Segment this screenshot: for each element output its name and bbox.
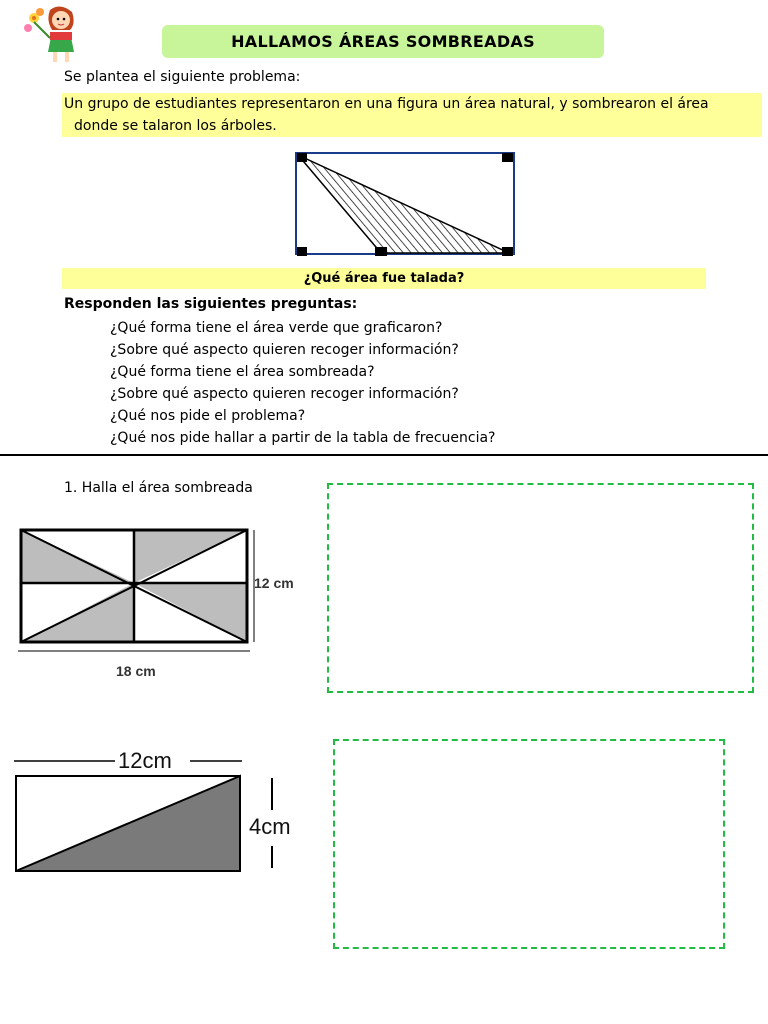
- list-item: ¿Qué forma tiene el área verde que graficaron?: [110, 320, 443, 336]
- list-item: ¿Qué nos pide el problema?: [110, 408, 306, 424]
- exercise-2-width-label: 12cm: [118, 748, 172, 773]
- list-item: ¿Qué nos pide hallar a partir de la tabla de frecuencia?: [110, 430, 496, 446]
- problem-statement: [62, 93, 762, 137]
- exercise-1-label: 1. Halla el área sombreada: [64, 480, 253, 496]
- list-item: ¿Qué forma tiene el área sombreada?: [110, 364, 375, 380]
- girl-mascot-icon: [20, 4, 84, 64]
- section-divider: [0, 454, 768, 456]
- problem-line-1: Un grupo de estudiantes representaron en una figura un área natural, y sombrearon el área: [64, 96, 709, 112]
- exercise-2-height-label: 4cm: [249, 814, 291, 839]
- exercise-1-width-label: 18 cm: [116, 663, 156, 679]
- question-list: [110, 317, 496, 449]
- answer-box-2[interactable]: [333, 739, 725, 949]
- exercise-1-height-label: 12 cm: [254, 575, 294, 591]
- list-item: ¿Sobre qué aspecto quieren recoger información?: [110, 342, 459, 358]
- problem-line-2: donde se talaron los árboles.: [74, 118, 277, 134]
- answer-box-1[interactable]: [327, 483, 754, 693]
- question-banner: ¿Qué área fue talada?: [62, 268, 706, 289]
- shaded-triangle-figure: [293, 150, 518, 260]
- list-item: ¿Sobre qué aspecto quieren recoger información?: [110, 386, 459, 402]
- responses-heading: Responden las siguientes preguntas:: [64, 296, 358, 312]
- page-title: HALLAMOS ÁREAS SOMBREADAS: [162, 25, 604, 58]
- intro-text: Se plantea el siguiente problema:: [64, 69, 301, 85]
- exercise-1-figure: [16, 525, 256, 655]
